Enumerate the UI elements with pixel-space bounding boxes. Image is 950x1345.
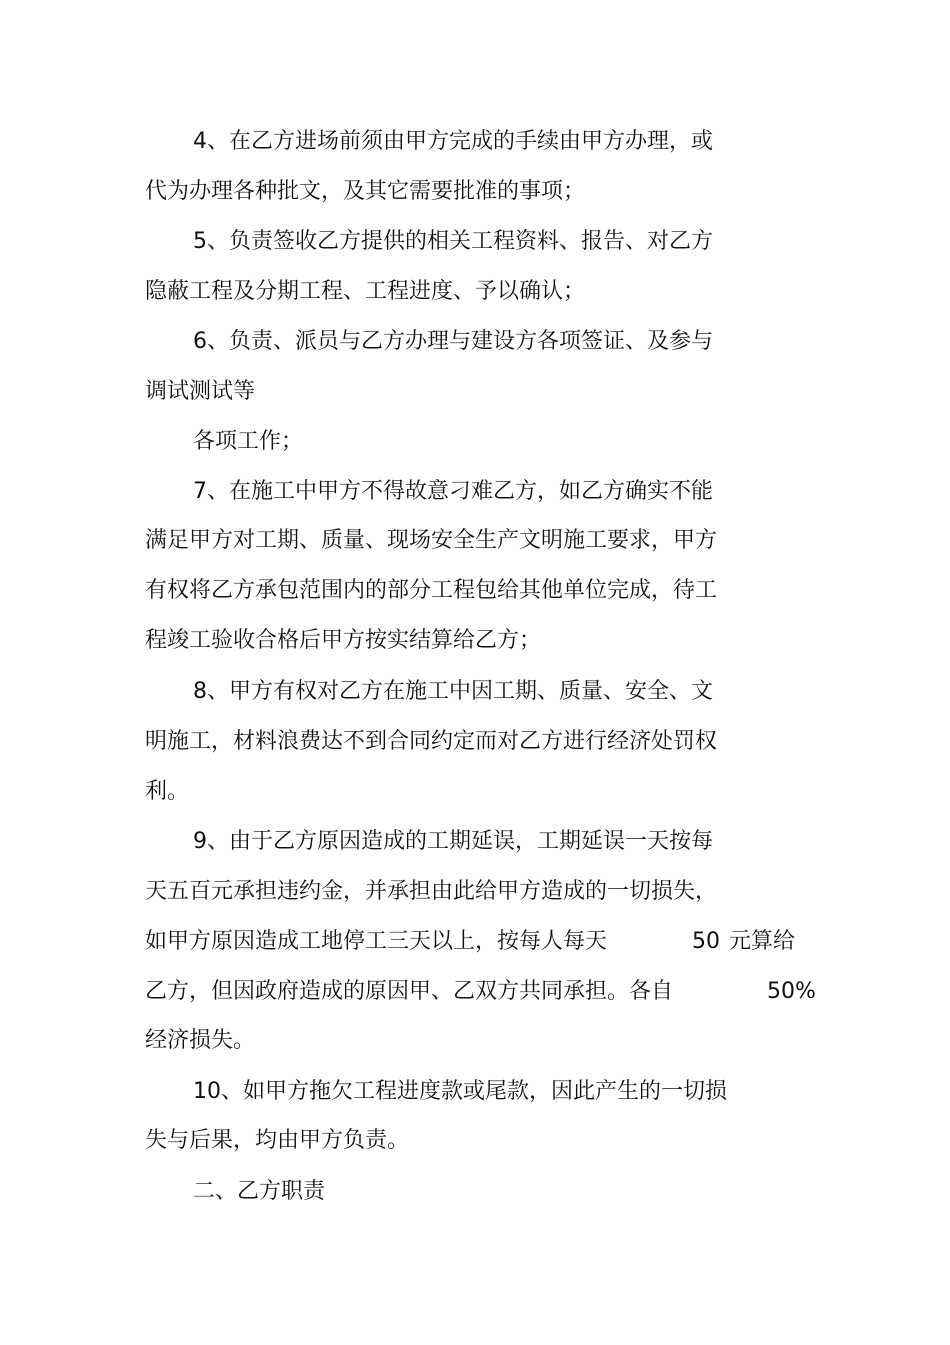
paragraph-8-line-2: 明施工，材料浪费达不到合同约定而对乙方进行经济处罚权 — [145, 729, 718, 754]
paragraph-7-line-3: 有权将乙方承包范围内的部分工程包给其他单位完成，待工 — [145, 578, 718, 603]
paragraph-9-amount: 50 — [692, 929, 720, 954]
paragraph-9-line-4: 乙方，但因政府造成的原因甲、乙双方共同承担。各自 — [145, 979, 674, 1004]
paragraph-7-line-2: 满足甲方对工期、质量、现场安全生产文明施工要求，甲方 — [145, 528, 718, 553]
paragraph-8-line-3: 利。 — [145, 779, 190, 804]
paragraph-9-line-3: 如甲方原因造成工地停工三天以上，按每人每天 — [145, 929, 608, 954]
section-heading-party-b-duties: 二、乙方职责 — [193, 1179, 326, 1204]
paragraph-10-line-2: 失与后果，均由甲方负责。 — [145, 1128, 410, 1153]
paragraph-7-line-1: 7、在施工中甲方不得故意刁难乙方，如乙方确实不能 — [193, 479, 713, 504]
paragraph-5-line-2: 隐蔽工程及分期工程、工程进度、予以确认； — [145, 279, 586, 304]
paragraph-5-line-1: 5、负责签收乙方提供的相关工程资料、报告、对乙方 — [193, 229, 713, 254]
paragraph-8-line-1: 8、甲方有权对乙方在施工中因工期、质量、安全、文 — [193, 679, 713, 704]
paragraph-9-line-1: 9、由于乙方原因造成的工期延误，工期延误一天按每 — [193, 829, 713, 854]
paragraph-6-line-2: 调试测试等 — [145, 379, 256, 404]
paragraph-7-line-4: 程竣工验收合格后甲方按实结算给乙方； — [145, 628, 542, 653]
paragraph-9-line-2: 天五百元承担违约金，并承担由此给甲方造成的一切损失， — [145, 879, 718, 904]
paragraph-6-line-1: 6、负责、派员与乙方办理与建设方各项签证、及参与 — [193, 329, 713, 354]
paragraph-6-line-3: 各项工作； — [193, 429, 304, 454]
paragraph-9-amount-suffix: 元算给 — [729, 929, 796, 954]
paragraph-9-line-5: 经济损失。 — [145, 1028, 256, 1053]
paragraph-4-line-2: 代为办理各种批文，及其它需要批准的事项； — [145, 179, 586, 204]
paragraph-9-percent: 50% — [767, 979, 816, 1004]
paragraph-10-line-1: 10、如甲方拖欠工程进度款或尾款，因此产生的一切损 — [193, 1079, 727, 1104]
paragraph-4-line-1: 4、在乙方进场前须由甲方完成的手续由甲方办理，或 — [193, 129, 713, 154]
